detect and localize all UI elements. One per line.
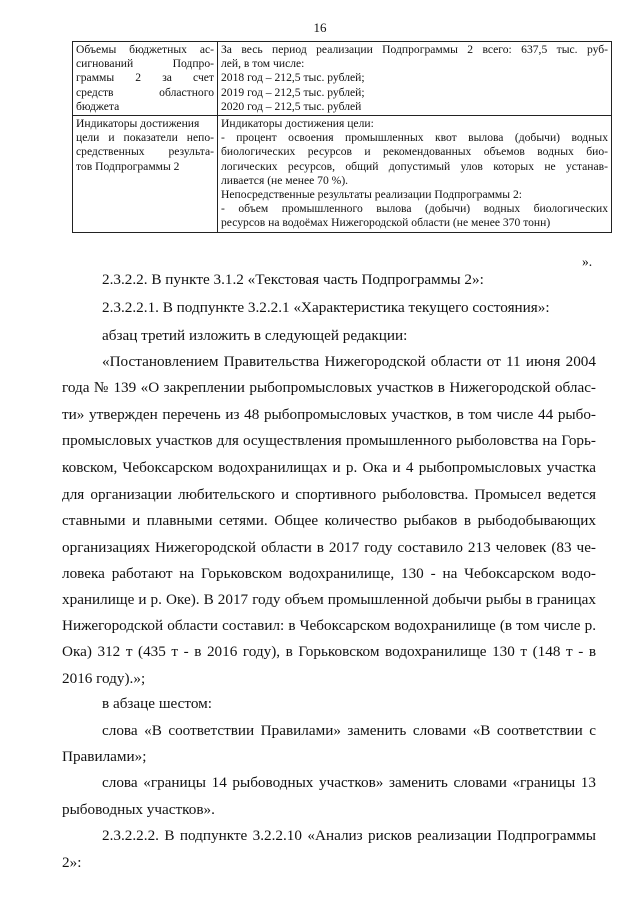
paragraph-line: для организации любительского и спортивного рыболовства. Промысел ведется xyxy=(62,486,596,503)
budget-value-line: лей, в том числе: xyxy=(221,57,305,71)
paragraph-line: ловека работают на Горьковском водохранилище, 130 - на Чебоксарском водо- xyxy=(62,565,596,582)
indicators-label-line: средственных результа- xyxy=(76,145,214,159)
paragraph-line: слова «границы 14 рыбоводных участков» заменить словами «границы 13 xyxy=(102,774,596,791)
budget-value-line: 2018 год – 212,5 тыс. рублей; xyxy=(221,71,365,85)
budget-value-line: За весь период реализации Подпрограммы 2 всего: 637,5 тыс. руб- xyxy=(221,43,608,56)
indicators-value-line: логических ресурсов, общий допустимый улов которых не устанав- xyxy=(221,159,608,173)
indicators-value-line: Индикаторы достижения цели: xyxy=(221,117,374,131)
page-number: 16 xyxy=(313,20,327,35)
paragraph-line: ти» утвержден перечень из 48 рыбопромысловых участков, в том числе 44 рыбо- xyxy=(62,406,596,423)
table-row-budget xyxy=(73,42,612,116)
paragraph-line: абзац третий изложить в следующей редакции: xyxy=(102,327,408,344)
indicators-label-line: тов Подпрограммы 2 xyxy=(76,159,180,173)
budget-label-cell xyxy=(73,42,218,116)
indicators-value-cell xyxy=(218,116,612,233)
paragraph-line: организациях Нижегородской области в 2017 году составило 213 человек (83 че- xyxy=(62,539,596,556)
indicators-value-line: биологических ресурсов и рекомендованных объемов водных био- xyxy=(221,145,608,159)
paragraph-line: «Постановлением Правительства Нижегородской области от 11 июня 2004 xyxy=(102,353,596,370)
indicators-value-line: - объем промышленного вылова (добычи) водных биологических xyxy=(221,202,608,216)
paragraph-line: Ока) 312 т (435 т - в 2016 году), в Горьковском водохранилище 130 т (148 т - в xyxy=(62,643,596,660)
indicators-label-line: цели и показатели непо- xyxy=(76,131,214,145)
budget-label-line: сигнований Подпро- xyxy=(76,57,214,71)
indicators-value-line: Непосредственные результаты реализации Подпрограммы 2: xyxy=(221,188,522,202)
paragraph-line: 2.3.2.2.1. В подпункте 3.2.2.1 «Характеристика текущего состояния»: xyxy=(102,299,550,316)
budget-label-line: граммы 2 за счет xyxy=(76,71,214,85)
paragraph-line: года № 139 «О закреплении рыбопромысловых участков в Нижегородской облас- xyxy=(62,379,596,396)
indicators-label-line: Индикаторы достижения xyxy=(76,117,200,131)
indicators-label-cell xyxy=(73,116,218,233)
paragraph-line: промысловых участков для осуществления промышленного рыболовства на Горь- xyxy=(62,432,596,449)
paragraph-line: 2.3.2.2. В пункте 3.1.2 «Текстовая часть Подпрограммы 2»: xyxy=(102,271,484,288)
indicators-value-line: ливается (не менее 70 %). xyxy=(221,173,349,187)
budget-label-line: бюджета xyxy=(76,99,120,113)
indicators-value-line: ресурсов на водоёмах Нижегородской области (не менее 370 тонн) xyxy=(221,216,551,230)
paragraph-line: 2016 году).»; xyxy=(62,670,146,687)
closing-quote: ». xyxy=(582,254,593,269)
budget-value-cell xyxy=(218,42,612,116)
paragraph-line: хранилище и р. Оке). В 2017 году объем промышленной добычи рыбы в границах xyxy=(62,591,596,608)
indicators-value-line: - процент освоения промышленных квот вылова (добычи) водных xyxy=(221,131,608,145)
table-row-indicators xyxy=(73,116,612,233)
budget-value-line: 2019 год – 212,5 тыс. рублей; xyxy=(221,85,365,99)
budget-label-line: средств областного xyxy=(76,85,214,99)
paragraph-line: ковском, Чебоксарском водохранилищах и р. Ока и 4 рыбопромысловых участка xyxy=(62,459,596,476)
subprogram-passport-table xyxy=(72,41,612,233)
paragraph-line: Нижегородской области составил: в Чебоксарском водохранилище (в том числе р. xyxy=(62,617,596,634)
paragraph-line: Правилами»; xyxy=(62,748,147,765)
budget-label-line: Объемы бюджетных ас- xyxy=(76,43,214,56)
paragraph-line: 2»: xyxy=(62,854,82,871)
paragraph-line: слова «В соответствии Правилами» заменить словами «В соответствии с xyxy=(102,722,596,739)
paragraph-line: ставными и плавными сетями. Общее количество рыбаков в рыбодобывающих xyxy=(62,512,596,529)
budget-value-line: 2020 год – 212,5 тыс. рублей xyxy=(221,99,362,113)
paragraph-line: 2.3.2.2.2. В подпункте 3.2.2.10 «Анализ рисков реализации Подпрограммы xyxy=(102,827,596,844)
paragraph-line: рыбоводных участков». xyxy=(62,801,215,818)
paragraph-line: в абзаце шестом: xyxy=(102,695,212,712)
